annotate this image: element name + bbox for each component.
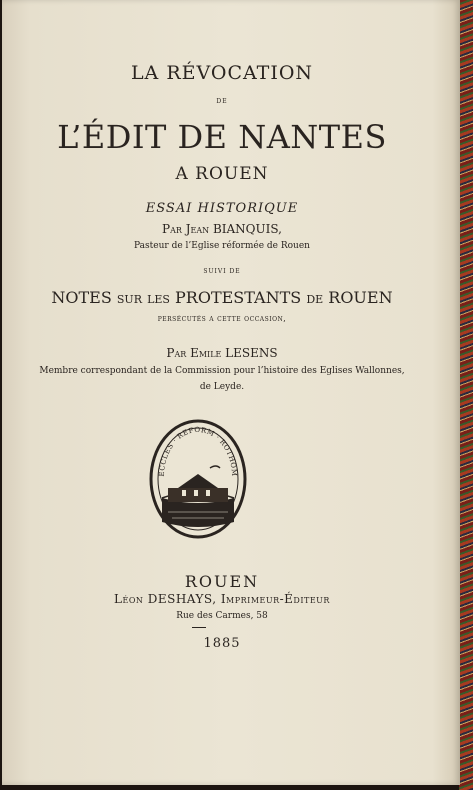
publication-year: 1885 (203, 636, 241, 651)
author-role: Pasteur de l’Eglise réformée de Rouen (134, 241, 310, 251)
title-line-4: A ROUEN (175, 164, 269, 184)
publisher: Léon DESHAYS, Imprimeur-Éditeur (114, 592, 330, 606)
title-main: L’ÉDIT DE NANTES (57, 118, 387, 156)
title-page (2, 0, 460, 785)
second-author-role-2: de Leyde. (199, 382, 245, 392)
book-binding-edge (459, 0, 473, 790)
second-author-role-1: Membre correspondant de la Commission pour l’histoire des Eglises Wallonnes, (39, 366, 405, 376)
title-line-2: DE (216, 98, 228, 105)
second-author: Par Emile LESENS (166, 346, 278, 360)
notes-subtitle: persécutés a cette occasion, (157, 314, 287, 323)
title-line-1: LA RÉVOCATION (130, 62, 314, 84)
notes-title: NOTES sur les PROTESTANTS de ROUEN (51, 288, 393, 307)
author: Par Jean BIANQUIS, (162, 222, 282, 236)
subtitle: ESSAI HISTORIQUE (145, 201, 299, 216)
publication-city: ROUEN (184, 572, 260, 591)
seal-inscription: ECCLES · REFORM · ROTHOM (157, 425, 239, 477)
seal-emblem (148, 418, 248, 540)
publisher-address: Rue des Carmes, 58 (176, 611, 268, 621)
divider-rule (192, 627, 206, 628)
followed-by: SUIVI DE (203, 268, 241, 275)
